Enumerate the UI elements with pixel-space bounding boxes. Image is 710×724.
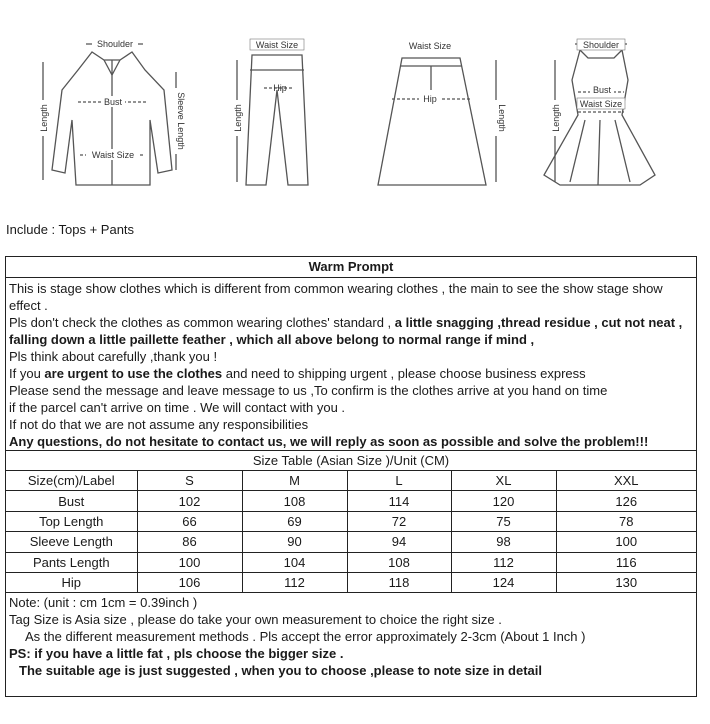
shirt-sketch: [43, 44, 176, 185]
table-cell: Sleeve Length: [6, 532, 137, 552]
table-cell: 78: [556, 511, 696, 531]
header-cell: L: [347, 471, 451, 491]
prompt-line: If you are urgent to use the clothes and need to shipping urgent , please choose business express: [9, 366, 586, 381]
table-cell: 126: [556, 491, 696, 511]
info-panel: [5, 256, 697, 697]
header-cell: M: [242, 471, 347, 491]
table-cell: 102: [137, 491, 242, 511]
table-cell: 116: [556, 552, 696, 572]
notes-section: [6, 593, 696, 680]
table-row: [6, 552, 696, 572]
table-cell: 75: [451, 511, 556, 531]
include-text: Include : Tops + Pants: [6, 222, 135, 237]
skirt-length-label: Length: [497, 104, 507, 132]
dress-length-label: Length: [551, 104, 561, 132]
table-cell: 120: [451, 491, 556, 511]
table-cell: 69: [242, 511, 347, 531]
prompt-line: if the parcel can't arrive on time . We will contact with you .: [9, 400, 346, 415]
table-cell: 114: [347, 491, 451, 511]
pants-waist-label: Waist Size: [255, 40, 299, 50]
skirt-hip-label: Hip: [423, 94, 437, 104]
table-cell: 108: [347, 552, 451, 572]
table-cell: Pants Length: [6, 552, 137, 572]
table-cell: 72: [347, 511, 451, 531]
table-cell: 118: [347, 572, 451, 592]
header-cell: S: [137, 471, 242, 491]
table-cell: 130: [556, 572, 696, 592]
table-cell: 106: [137, 572, 242, 592]
shirt-waist-label: Waist Size: [91, 150, 135, 160]
shirt-bust-label: Bust: [103, 97, 123, 107]
table-cell: 100: [137, 552, 242, 572]
note-line: Tag Size is Asia size , please do take your own measurement to choice the right size .: [9, 612, 502, 628]
prompt-line: Please send the message and leave message to us ,To confirm is the clothes arrive at you hand on time: [9, 383, 608, 398]
shirt-shoulder-label: Shoulder: [96, 39, 134, 49]
shirt-sleeve-label: Sleeve Length: [176, 92, 186, 150]
shirt-length-label: Length: [39, 104, 49, 132]
prompt-line: Pls don't check the clothes as common wearing clothes' standard , a little snagging ,thread residue , cut not neat , falling down a little paillette feather , which all above belong to normal range if mind ,: [9, 315, 683, 347]
measurement-diagrams: [0, 0, 710, 215]
table-cell: Hip: [6, 572, 137, 592]
warm-prompt-title: Warm Prompt: [6, 257, 696, 278]
prompt-line: If not do that we are not assume any responsibilities: [9, 417, 309, 432]
pants-hip-label: Hip: [273, 83, 287, 93]
note-line: The suitable age is just suggested , when you to choose ,please to note size in detail: [19, 663, 542, 679]
dress-waist-label: Waist Size: [579, 99, 623, 109]
table-row: [6, 511, 696, 531]
table-row: [6, 532, 696, 552]
table-cell: 112: [451, 552, 556, 572]
skirt-waist-label: Waist Size: [408, 41, 452, 51]
table-cell: 112: [242, 572, 347, 592]
table-cell: 104: [242, 552, 347, 572]
table-header-row: [6, 471, 696, 491]
pants-sketch: [237, 55, 308, 185]
note-line: Note: (unit : cm 1cm = 0.39inch ): [9, 595, 198, 611]
prompt-line: Pls think about carefully ,thank you !: [9, 349, 218, 364]
table-cell: 100: [556, 532, 696, 552]
note-line: As the different measurement methods . Pls accept the error approximately 2-3cm (About 1 Inch ): [25, 629, 586, 645]
table-cell: 108: [242, 491, 347, 511]
header-cell: XXL: [556, 471, 696, 491]
size-table-title: Size Table (Asian Size )/Unit (CM): [6, 450, 696, 470]
table-cell: 124: [451, 572, 556, 592]
warm-prompt-body: [6, 278, 696, 450]
table-cell: 86: [137, 532, 242, 552]
table-row: [6, 572, 696, 592]
header-cell: Size(cm)/Label: [6, 471, 137, 491]
table-cell: Top Length: [6, 511, 137, 531]
prompt-line: This is stage show clothes which is different from common wearing clothes , the main to see the show stage show effect .: [9, 281, 663, 313]
note-line: PS: if you have a little fat , pls choose the bigger size .: [9, 646, 344, 662]
dress-shoulder-label: Shoulder: [582, 40, 620, 50]
table-cell: 94: [347, 532, 451, 552]
prompt-line: Any questions, do not hesitate to contact us, we will reply as soon as possible and solve the problem!!!: [9, 434, 649, 449]
skirt-sketch: [378, 58, 496, 185]
size-table: [6, 470, 696, 593]
table-cell: 90: [242, 532, 347, 552]
table-cell: 66: [137, 511, 242, 531]
table-row: [6, 491, 696, 511]
dress-bust-label: Bust: [592, 85, 612, 95]
table-cell: Bust: [6, 491, 137, 511]
header-cell: XL: [451, 471, 556, 491]
pants-length-label: Length: [233, 104, 243, 132]
table-cell: 98: [451, 532, 556, 552]
